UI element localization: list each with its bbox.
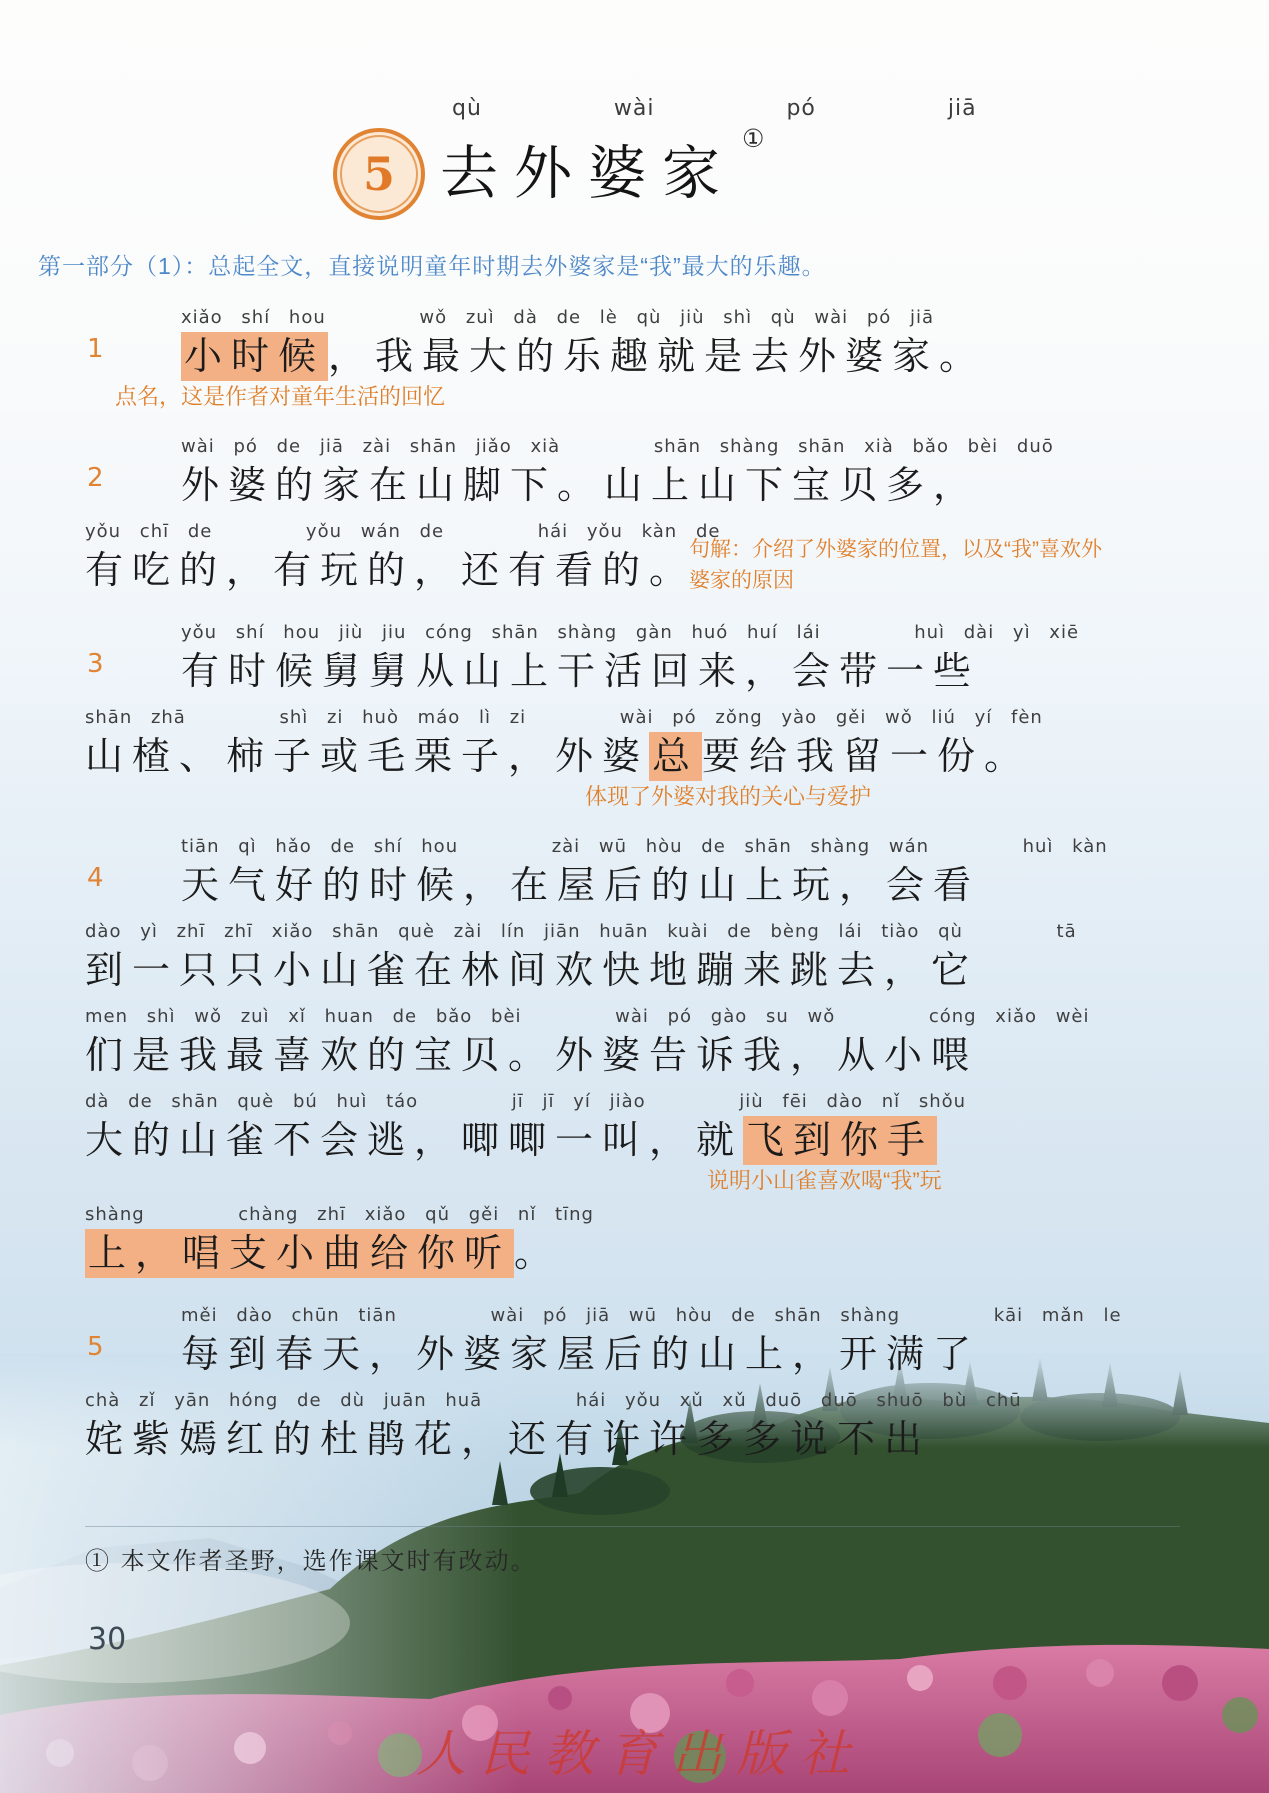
- text-line: [85, 1203, 1190, 1279]
- text-line: [85, 706, 1190, 810]
- lesson-text: [85, 306, 1190, 1474]
- text-segment: 每到春天，外婆家屋后的山上，开满了: [181, 1332, 981, 1376]
- paragraph-number: 5: [87, 1332, 104, 1362]
- text-segment: 要给我留一份。: [702, 734, 1032, 778]
- hanzi-line: [85, 944, 1190, 996]
- hanzi-line: [85, 1029, 1190, 1081]
- text-segment: 天气好的时候，在屋后的山上玩，会看: [181, 863, 981, 907]
- highlighted-text: 总: [649, 732, 702, 781]
- text-line: [85, 520, 1190, 596]
- paragraph-number: 1: [87, 334, 104, 364]
- highlighted-text: 飞到你手: [743, 1116, 937, 1165]
- teacher-annotation: 点名，这是作者对童年生活的回忆: [115, 384, 446, 409]
- text-segment: 外婆的家在山脚下。山上山下宝贝多，: [181, 463, 981, 507]
- highlighted-text: 小时候: [181, 332, 328, 381]
- pinyin-line: tiān qì hǎo de shí hou zài wū hòu de shān shàng wán huì kàn: [181, 836, 1108, 857]
- paragraph-number: 3: [87, 649, 104, 679]
- pinyin-line: měi dào chūn tiān wài pó jiā wū hòu de shān shàng kāi mǎn le: [181, 1305, 1122, 1326]
- pinyin-line: yǒu shí hou jiù jiu cóng shān shàng gàn huó huí lái huì dài yì xiē: [181, 622, 1080, 643]
- pinyin-line: xiǎo shí hou wǒ zuì dà de lè qù jiù shì qù wài pó jiā: [181, 307, 935, 328]
- pinyin-line: wài pó de jiā zài shān jiǎo xià shān shàng shān xià bǎo bèi duō: [181, 436, 1054, 457]
- hanzi-line: [85, 1114, 1190, 1166]
- tree-clump: [530, 1467, 670, 1515]
- paragraph-number: 2: [87, 463, 104, 493]
- text-segment: 到一只只小山雀在林间欢快地蹦来跳去，它: [85, 948, 979, 992]
- footnote-text: ① 本文作者圣野，选作课文时有改动。: [85, 1547, 537, 1575]
- title-footnote-marker: ①: [742, 124, 765, 153]
- pinyin-line: yǒu chī de yǒu wán de hái yǒu kàn de: [85, 521, 721, 542]
- hanzi-line: [85, 645, 1190, 697]
- text-line: [85, 621, 1190, 697]
- section-summary-note: 第一部分（1）：总起全文，直接说明童年时期去外婆家是“我”最大的乐趣。: [38, 253, 826, 279]
- pinyin-line: shān zhā shì zi huò máo lì zi wài pó zǒng yào gěi wǒ liú yí fèn: [85, 707, 1043, 728]
- text-segment: 山楂、柿子或毛栗子，外婆: [85, 734, 650, 778]
- page-number: 30: [88, 1622, 127, 1657]
- text-segment: 有吃的，有玩的，还有看的。: [85, 548, 697, 592]
- text-line: [85, 306, 1190, 410]
- text-segment: ，我最大的乐趣就是去外婆家。: [328, 334, 987, 378]
- title-pinyin: qù wài pó jiā: [452, 96, 977, 121]
- hanzi-line: [85, 330, 1190, 382]
- teacher-annotation: 句解：介绍了外婆家的位置，以及“我”喜欢外婆家的原因: [689, 538, 1102, 592]
- text-segment: 大的山雀不会逃，唧唧一叫，就: [85, 1118, 744, 1162]
- pinyin-line: men shì wǒ zuì xǐ huan de bǎo bèi wài pó gào su wǒ cóng xiǎo wèi: [85, 1006, 1090, 1027]
- pinyin-line: shàng chàng zhī xiǎo qǔ gěi nǐ tīng: [85, 1204, 594, 1225]
- text-line: [85, 835, 1190, 911]
- text-line: [85, 435, 1190, 511]
- highlighted-text: 上，唱支小曲给你听: [85, 1229, 514, 1278]
- text-segment: 有时候舅舅从山上干活回来，会带一些: [181, 649, 981, 693]
- hanzi-line: [85, 1328, 1190, 1380]
- text-line: [85, 1005, 1190, 1081]
- text-line: [85, 1304, 1190, 1380]
- text-line: [85, 1090, 1190, 1194]
- hanzi-line: [85, 859, 1190, 911]
- text-segment: 。: [514, 1231, 562, 1275]
- hanzi-line: [85, 459, 1190, 511]
- pinyin-line: chà zǐ yān hóng de dù juān huā hái yǒu xǔ xǔ duō duō shuō bù chū: [85, 1390, 1022, 1411]
- lesson-number-badge: [333, 128, 425, 220]
- page-title: 去外婆家: [440, 139, 737, 207]
- publisher-watermark: 人民教育出版社: [416, 1725, 864, 1783]
- footnote: [85, 1526, 1185, 1576]
- hanzi-line: [85, 1413, 1190, 1465]
- lesson-number: 5: [362, 147, 395, 201]
- pinyin-line: dào yì zhī zhī xiǎo shān què zài lín jiān huān kuài de bèng lái tiào qù tā: [85, 921, 1077, 942]
- text-line: [85, 1389, 1190, 1465]
- teacher-annotation: 体现了外婆对我的关心与爱护: [585, 784, 872, 809]
- text-segment: 姹紫嫣红的杜鹃花，还有许许多多说不出: [85, 1417, 932, 1461]
- pinyin-line: dà de shān què bú huì táo jī jī yí jiào jiù fēi dào nǐ shǒu: [85, 1091, 967, 1112]
- hanzi-line: [85, 1227, 1190, 1279]
- text-segment: 们是我最喜欢的宝贝。外婆告诉我，从小喂: [85, 1033, 979, 1077]
- text-line: [85, 920, 1190, 996]
- teacher-annotation: 说明小山雀喜欢喝“我”玩: [707, 1168, 942, 1193]
- hanzi-line: [85, 730, 1190, 782]
- paragraph-number: 4: [87, 863, 104, 893]
- footnote-divider: [85, 1526, 1180, 1527]
